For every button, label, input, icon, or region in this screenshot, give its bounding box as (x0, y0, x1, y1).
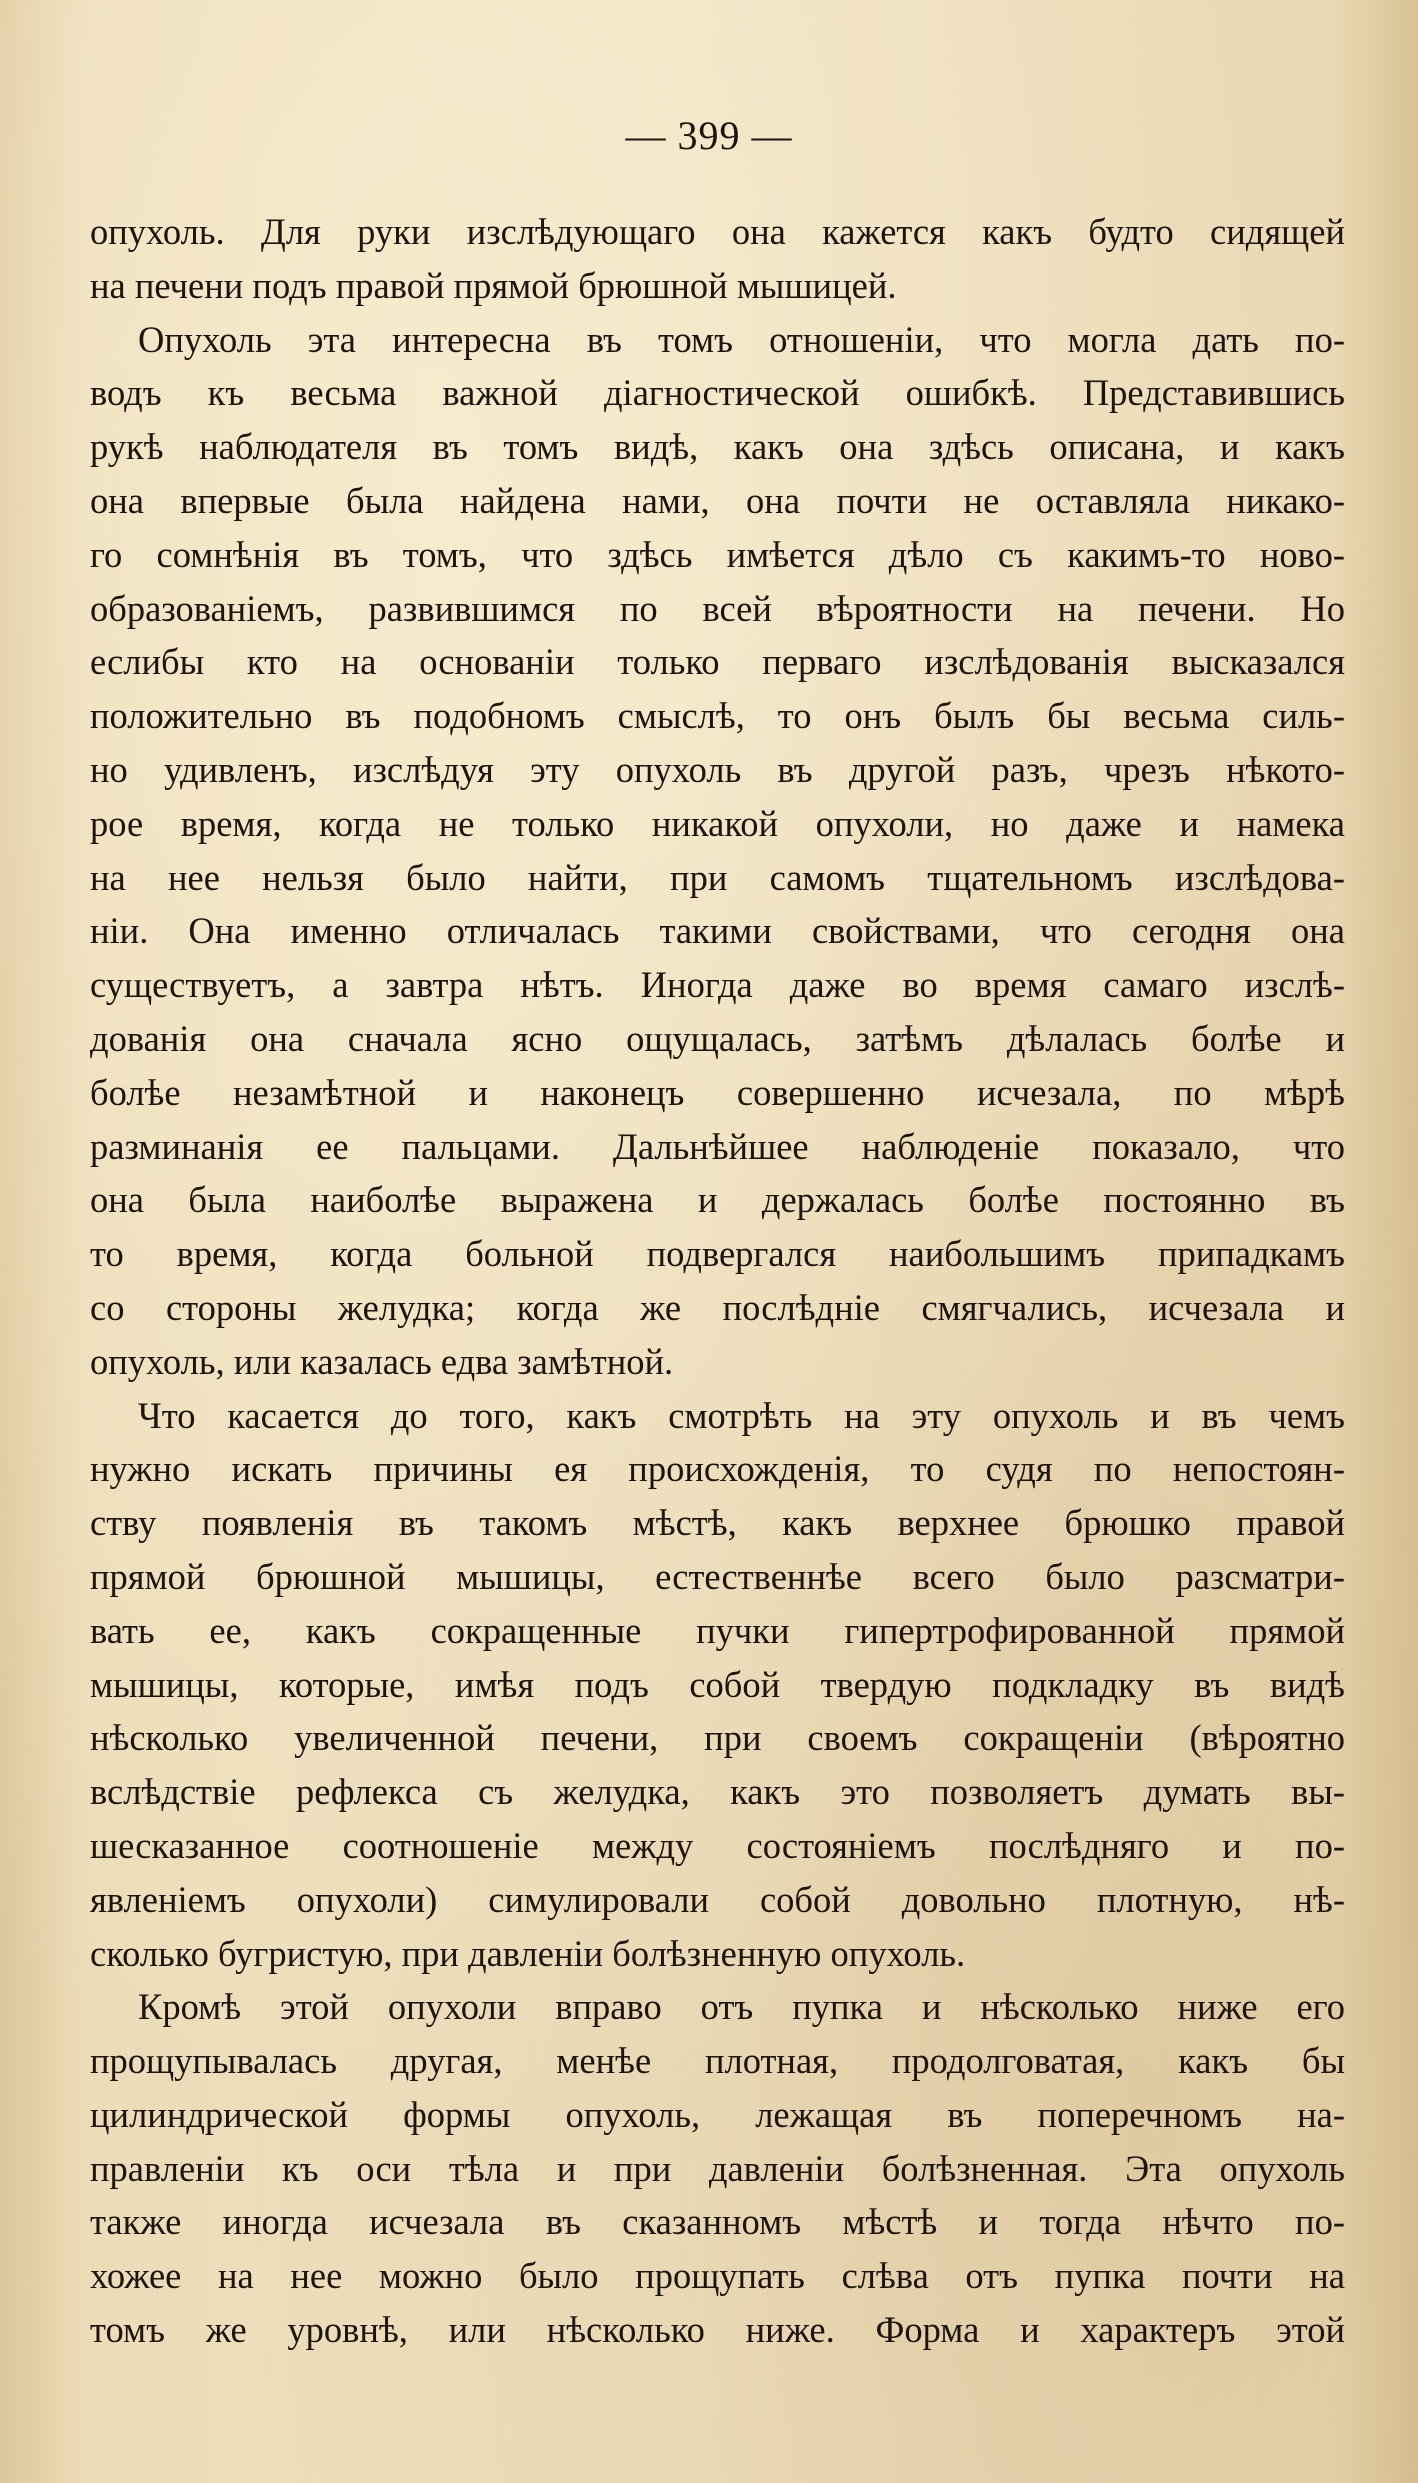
text-line: цилиндрической формы опухоль, лежащая въ поперечномъ на- (90, 2093, 1345, 2135)
text-line: мышицы, которые, имѣя подъ собой твердую подкладку въ видѣ (90, 1663, 1345, 1705)
text-line: рукѣ наблюдателя въ томъ видѣ, какъ она здѣсь описана, и какъ (90, 426, 1345, 468)
text-line: Что касается до того, какъ смотрѣть на эту опухоль и въ чемъ (138, 1394, 1345, 1436)
text-line: опухоль, или казалась едва замѣтной. (90, 1340, 674, 1382)
text-line: положительно въ подобномъ смыслѣ, то онъ былъ бы весьма силь- (90, 695, 1345, 737)
text-line: на печени подъ правой прямой брюшной мышицей. (90, 264, 897, 306)
text-line: сколько бугристую, при давленіи болѣзненную опухоль. (90, 1932, 966, 1974)
text-line: также иногда исчезала въ сказанномъ мѣстѣ и тогда нѣчто по- (90, 2201, 1345, 2243)
text-line: ству появленія въ такомъ мѣстѣ, какъ верхнее брюшко правой (90, 1502, 1345, 1544)
text-line: нужно искать причины ея происхожденія, то судя по непостоян- (90, 1448, 1345, 1490)
text-line: нѣсколько увеличенной печени, при своемъ сокращеніи (вѣроятно (90, 1717, 1345, 1759)
text-line: правленіи къ оси тѣла и при давленіи болѣзненная. Эта опухоль (90, 2147, 1345, 2189)
text-line: образованіемъ, развившимся по всей вѣроятности на печени. Но (90, 587, 1345, 629)
text-line: вать ее, какъ сокращенные пучки гипертрофированной прямой (90, 1609, 1345, 1651)
text-line: еслибы кто на основаніи только перваго изслѣдованія высказался (90, 641, 1345, 683)
paragraph (90, 205, 1345, 313)
text-line: рое время, когда не только никакой опухоли, но даже и намека (90, 802, 1345, 844)
text-line: то время, когда больной подвергался наибольшимъ припадкамъ (90, 1233, 1345, 1275)
text-line: томъ же уровнѣ, или нѣсколько ниже. Форма и характеръ этой (90, 2309, 1345, 2351)
body-text (90, 205, 1345, 2357)
page-number: — 399 — (625, 113, 793, 158)
text-line: явленіемъ опухоли) симулировали собой довольно плотную, нѣ- (90, 1878, 1345, 1920)
text-line: вслѣдствіе рефлекса съ желудка, какъ это позволяетъ думать вы- (90, 1771, 1345, 1813)
text-line: дованія она сначала ясно ощущалась, затѣмъ дѣлалась болѣе и (90, 1017, 1345, 1059)
text-line: шесказанное соотношеніе между состояніемъ послѣдняго и по- (90, 1824, 1345, 1866)
paragraph (90, 313, 1345, 1389)
text-line: ніи. Она именно отличалась такими свойствами, что сегодня она (90, 910, 1345, 952)
text-line: хожее на нее можно было прощупать слѣва отъ пупка почти на (90, 2255, 1345, 2297)
text-line: она была наиболѣе выражена и держалась болѣе постоянно въ (90, 1179, 1345, 1221)
paragraph (90, 1980, 1345, 2357)
text-line: прощупывалась другая, менѣе плотная, продолговатая, какъ бы (90, 2040, 1345, 2082)
text-line: разминанія ее пальцами. Дальнѣйшее наблюденіе показало, что (90, 1125, 1345, 1167)
text-line: водъ къ весьма важной діагностической ошибкѣ. Представившись (90, 372, 1345, 414)
text-line: опухоль. Для руки изслѣдующаго она кажется какъ будто сидящей (90, 211, 1345, 252)
text-line: со стороны желудка; когда же послѣдніе смягчались, исчезала и (90, 1286, 1345, 1328)
text-line: но удивленъ, изслѣдуя эту опухоль въ другой разъ, чрезъ нѣкото- (90, 748, 1345, 790)
text-line: Опухоль эта интересна въ томъ отношеніи, что могла дать по- (138, 318, 1345, 360)
text-line: болѣе незамѣтной и наконецъ совершенно исчезала, по мѣрѣ (90, 1071, 1345, 1113)
text-line: на нее нельзя было найти, при самомъ тщательномъ изслѣдова- (90, 856, 1345, 898)
paragraph (90, 1389, 1345, 1981)
text-line: Кромѣ этой опухоли вправо отъ пупка и нѣсколько ниже его (138, 1986, 1345, 2028)
text-line: существуетъ, а завтра нѣтъ. Иногда даже во время самаго изслѣ- (90, 964, 1345, 1006)
text-line: она впервые была найдена нами, она почти не оставляла никако- (90, 479, 1345, 521)
text-line: го сомнѣнія въ томъ, что здѣсь имѣется дѣло съ какимъ-то ново- (90, 533, 1345, 575)
text-line: прямой брюшной мышицы, естественнѣе всего было разсматри- (90, 1555, 1345, 1597)
